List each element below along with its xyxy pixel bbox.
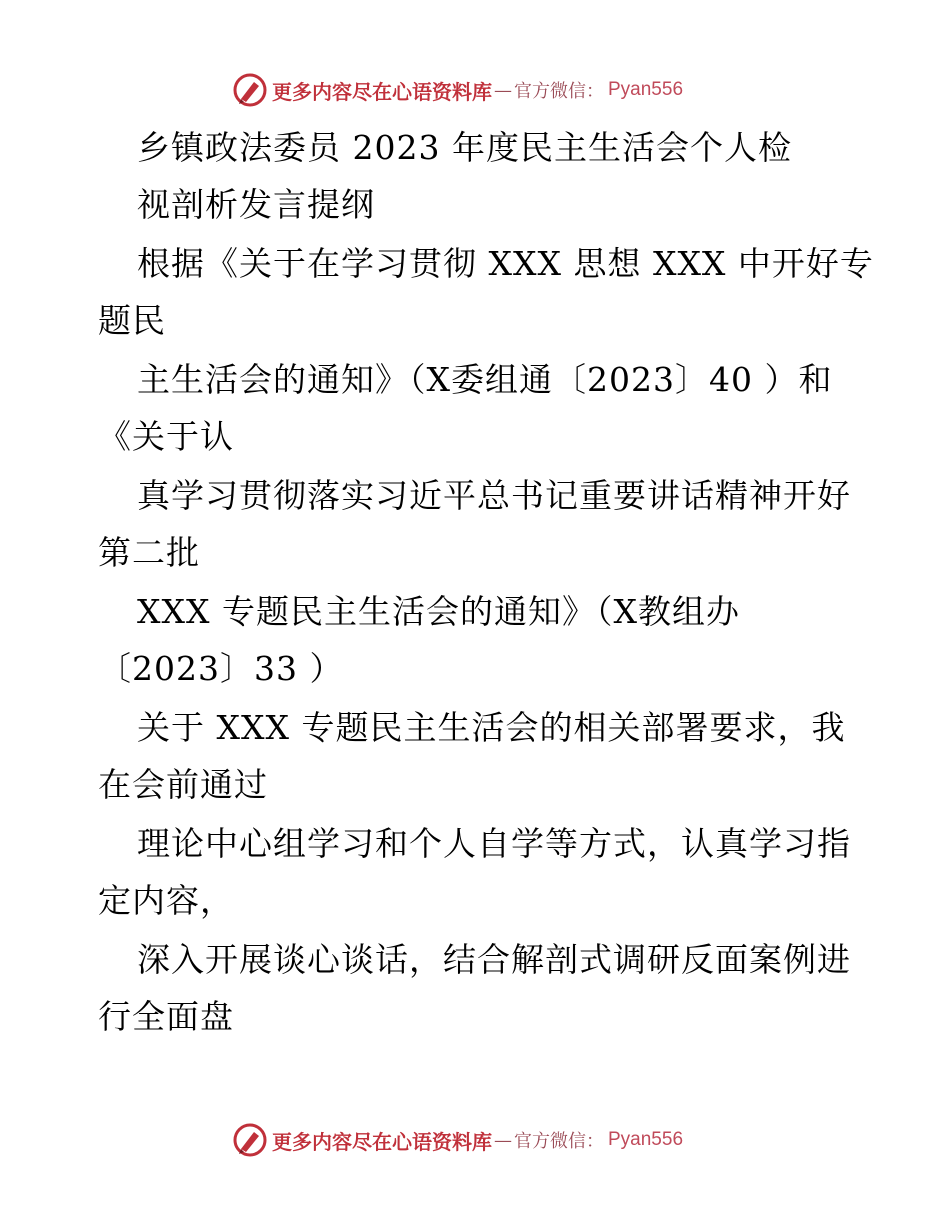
header-watermark-banner [232, 72, 683, 108]
doc-line: 真学习贯彻落实习近平总书记重要讲话精神开好 [137, 476, 851, 515]
pen-logo-icon [232, 1122, 268, 1158]
wechat-label: 官方微信： [514, 1131, 604, 1152]
doc-line: 主生活会的通知》（X委组通〔2023〕40 ）和 [137, 360, 833, 399]
footer-watermark-banner [232, 1122, 683, 1158]
doc-line: 在会前通过 [98, 765, 268, 804]
doc-line: XXX 专题民主生活会的通知》（X教组办 [137, 592, 740, 631]
doc-line: 题民 [98, 301, 166, 340]
doc-line: 关于 XXX 专题民主生活会的相关部署要求，我 [137, 708, 846, 747]
banner-dash: — [494, 1129, 512, 1151]
wechat-id: Pyan556 [608, 79, 684, 100]
doc-line: 视剖析发言提纲 [137, 185, 375, 224]
doc-line: 第二批 [98, 533, 200, 572]
doc-line: 定内容， [98, 881, 234, 920]
wechat-id: Pyan556 [608, 1129, 684, 1150]
doc-line: 根据《关于在学习贯彻 XXX 思想 XXX 中开好专 [137, 244, 874, 283]
doc-line: 乡镇政法委员 2023 年度民主生活会个人检 [137, 128, 792, 167]
doc-line: 《关于认 [98, 417, 234, 456]
doc-line: 深入开展谈心谈话，结合解剖式调研反面案例进 [137, 940, 851, 979]
site-name-text: 更多内容尽在心语资料库 [272, 1129, 492, 1154]
pen-logo-icon [232, 72, 268, 108]
site-name-text: 更多内容尽在心语资料库 [272, 79, 492, 104]
doc-line: 行全面盘 [98, 997, 234, 1036]
banner-dash: — [494, 79, 512, 101]
wechat-label: 官方微信： [514, 81, 604, 102]
doc-line: 理论中心组学习和个人自学等方式，认真学习指 [137, 824, 851, 863]
doc-line: 〔2023〕33 ） [98, 649, 344, 688]
